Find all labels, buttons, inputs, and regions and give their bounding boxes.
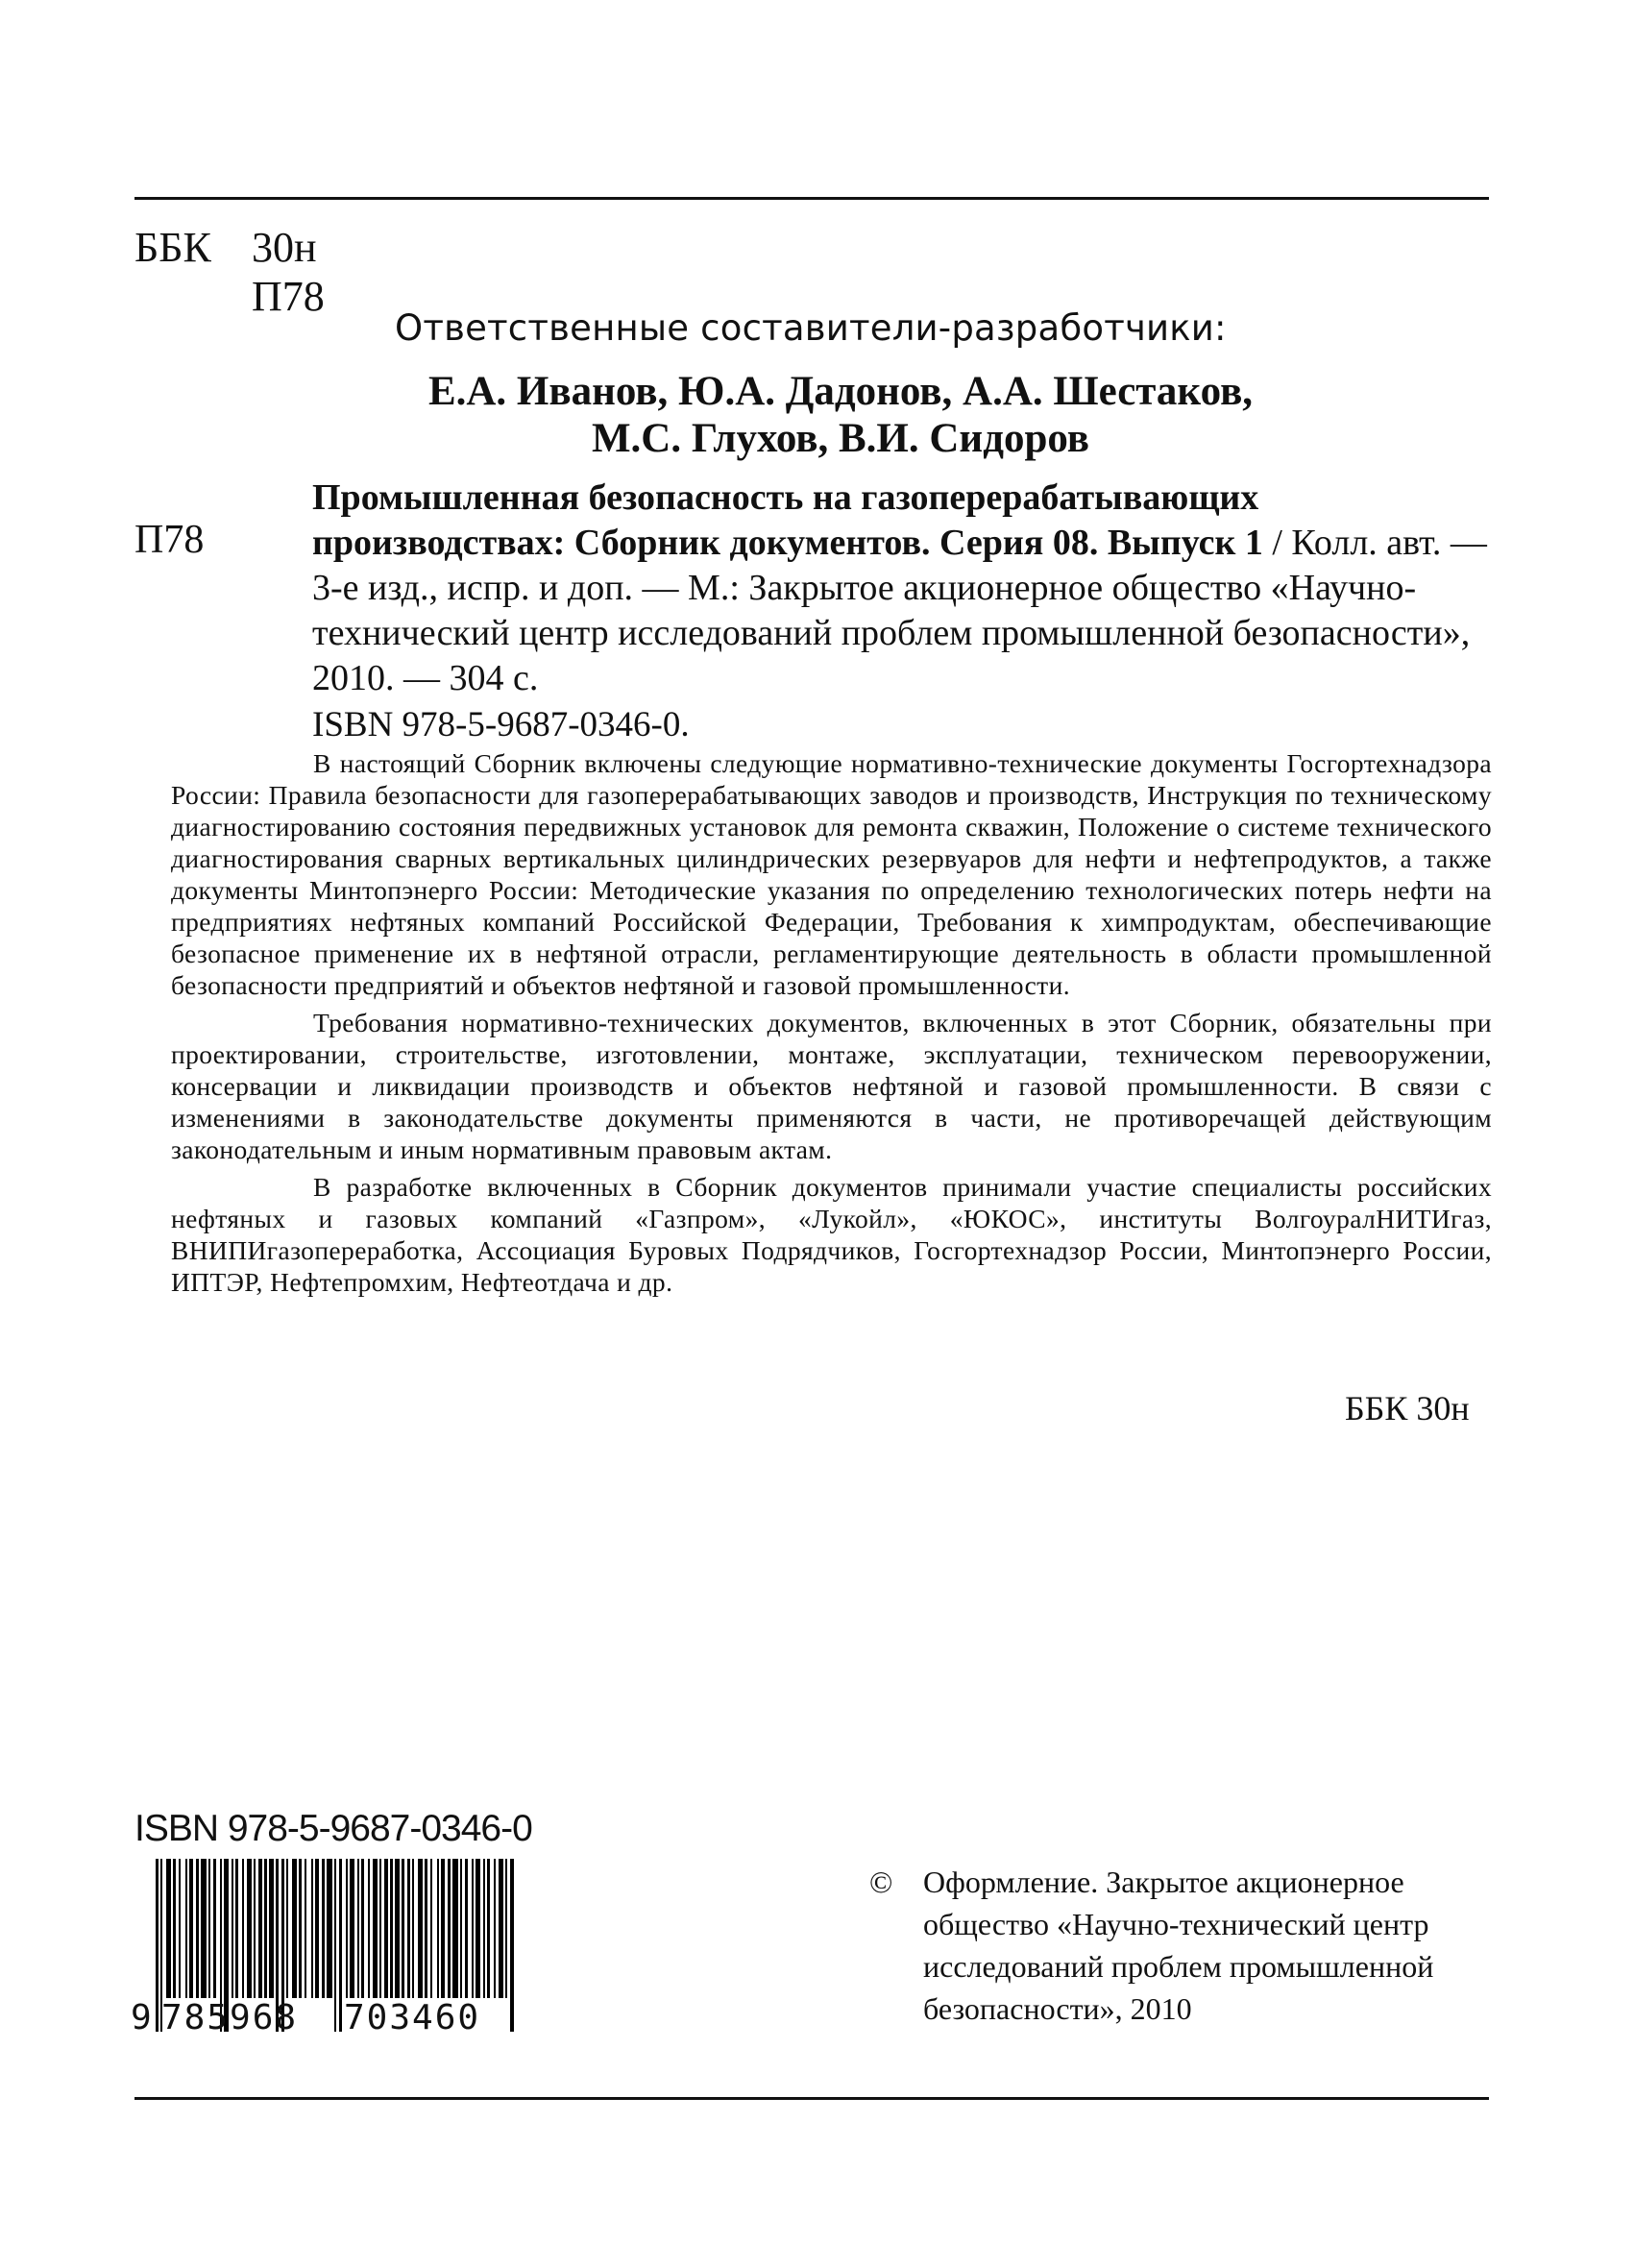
authors-line-2: М.С. Глухов, В.И. Сидоров [591, 416, 1090, 461]
barcode-bar [201, 1859, 207, 1998]
barcode-bar [339, 1859, 342, 2032]
barcode-bar [390, 1859, 393, 1998]
bibliographic-description [312, 476, 1492, 701]
barcode-bar [441, 1859, 445, 1998]
top-rule [134, 197, 1489, 200]
authors-line-1: Е.А. Иванов, Ю.А. Дадонов, А.А. Шестаков, [427, 369, 1254, 414]
barcode-bar [179, 1859, 181, 1998]
barcode-bar [208, 1859, 210, 1998]
barcode-bar [452, 1859, 458, 1998]
margin-author-mark: П78 [134, 518, 205, 562]
barcode-bar [505, 1859, 507, 1998]
barcode-bar [494, 1859, 496, 1998]
bottom-rule [134, 2097, 1489, 2100]
barcode-bar [196, 1859, 199, 1998]
barcode-digits-left: 785968 [161, 1998, 299, 2037]
barcode-bar [264, 1859, 267, 1998]
barcode-bar [213, 1859, 216, 1998]
barcode-bar [299, 1859, 302, 1998]
barcode-bar [292, 1859, 297, 1998]
barcode-isbn: ISBN 978-5-9687-0346-0 [134, 1808, 532, 1849]
barcode-digits-right: 703460 [344, 1998, 481, 2037]
responsible-heading: Ответственные составители-разработчики: [395, 307, 1227, 349]
copyright-block [869, 1861, 1503, 2030]
barcode-bar [350, 1859, 354, 1998]
book-title: Промышленная безопасность на газоперерабатывающих производствах: Сборник документов. Серия 08. Выпуск 1 [312, 477, 1263, 563]
barcode-bar [430, 1859, 432, 1998]
isbn-line: ISBN 978-5-9687-0346-0. [312, 705, 690, 744]
copyright-symbol: © [869, 1865, 893, 1899]
barcode-bar [418, 1859, 423, 1998]
barcode-bar [476, 1859, 480, 1998]
barcode-bar [189, 1859, 193, 1998]
barcode-bar [322, 1859, 325, 1998]
barcode-bar [315, 1859, 319, 1998]
copyright-line-2: общество «Научно-технический центр [923, 1907, 1429, 1941]
barcode-bar [286, 1859, 288, 1998]
bbk-code: 30н [252, 224, 317, 271]
barcode-bar [269, 1859, 274, 1998]
barcode-bar [357, 1859, 359, 1998]
barcode-bar [334, 1859, 336, 2032]
barcode-bar [232, 1859, 233, 1998]
annotation-paragraph-1: В настоящий Сборник включены следующие нормативно-технические документы Госгортехнадзора России: Правила безопасности для газоперерабатывающих заводов и производств, Инструкция по техническому диагностированию состояния передвижных установок для ремонта скважин, Положение о системе технического диагностирования сварных вертикальных цилиндрических резервуаров для нефти и нефтепродуктов, а также документы Минтопэнерго России: Методические указания по определению технологических потерь нефти на предприятиях нефтяных компаний Российской Федерации, Требования к химпродуктам, обеспечивающие безопасное применение их в нефтяной отрасли, регламентирующие деятельность в области промышленной безопасности предприятий и объектов нефтяной и газовой промышленности. [171, 748, 1492, 1000]
barcode-bar [258, 1859, 262, 1998]
annotation [171, 747, 1492, 1304]
barcode-bar [361, 1859, 364, 1998]
barcode-bar [185, 1859, 187, 1998]
barcode-bar [499, 1859, 503, 1998]
barcode-bar [384, 1859, 388, 1998]
barcode-bar [472, 1859, 474, 1998]
copyright-line-4: безопасности», 2010 [923, 1991, 1192, 2026]
barcode-bar [311, 1859, 313, 1998]
barcode-bar [402, 1859, 404, 1998]
barcode-bar [437, 1859, 439, 1998]
barcode-bar [460, 1859, 462, 1998]
barcode-bar [173, 1859, 176, 1998]
bbk-label: ББК [134, 224, 211, 271]
barcode-bar [483, 1859, 485, 1998]
barcode-bar [327, 1859, 332, 1998]
barcode-bar [305, 1859, 306, 1998]
barcode-first-digit: 9 [131, 1998, 152, 2037]
barcode-bar [373, 1859, 378, 1998]
author-mark: П78 [252, 273, 325, 320]
barcode-bar [407, 1859, 410, 1998]
barcode-bar [156, 1859, 159, 2032]
annotation-paragraph-2: Требования нормативно-технических документов, включенных в этот Сборник, обязательны при проектировании, строительстве, изготовлении, монтаже, эксплуатации, техническом перевооружении, консервации и ликвидации производств и объектов нефтяной и газовой промышленности. В связи с изменениями в законодательстве документы применяются в части, не противоречащей действующим законодательным и иным нормативным правовым актам. [171, 1008, 1492, 1164]
barcode-bar [448, 1859, 451, 1998]
barcode-bar [465, 1859, 468, 1998]
barcode-bar [510, 1859, 514, 2032]
bbk-bottom: ББК 30н [1345, 1389, 1470, 1427]
barcode-bar [235, 1859, 238, 1998]
barcode-bar [242, 1859, 244, 1998]
barcode-bar [395, 1859, 400, 1998]
barcode-bar [346, 1859, 348, 1998]
barcode-bar [379, 1859, 381, 1998]
barcode-bar [412, 1859, 414, 1998]
barcode-bar [368, 1859, 370, 1998]
barcode-bar [166, 1859, 171, 1998]
barcode-bar [254, 1859, 256, 1998]
barcode-bar [487, 1859, 490, 1998]
bibliographic-details: / Колл. авт. — 3-е изд., испр. и доп. — М.: Закрытое акционерное общество «Научно-технический центр исследований проблем промышленной безопасности», 2010. — 304 с. [312, 523, 1487, 698]
barcode-bar [425, 1859, 427, 1998]
copyright-line-1: Оформление. Закрытое акционерное [923, 1865, 1404, 1899]
annotation-paragraph-3: В разработке включенных в Сборник документов принимали участие специалисты российских нефтяных и газовых компаний «Газпром», «Лукойл», «ЮКОС», институты ВолгоуралНИТИгаз, ВНИПИгазопереработка, Ассоциация Буровых Подрядчиков, Госгортехнадзор России, Минтопэнерго России, ИПТЭР, Нефтепромхим, Нефтеотдача и др. [171, 1172, 1492, 1297]
barcode-bar [247, 1859, 252, 1998]
copyright-line-3: исследований проблем промышленной [923, 1949, 1434, 1984]
